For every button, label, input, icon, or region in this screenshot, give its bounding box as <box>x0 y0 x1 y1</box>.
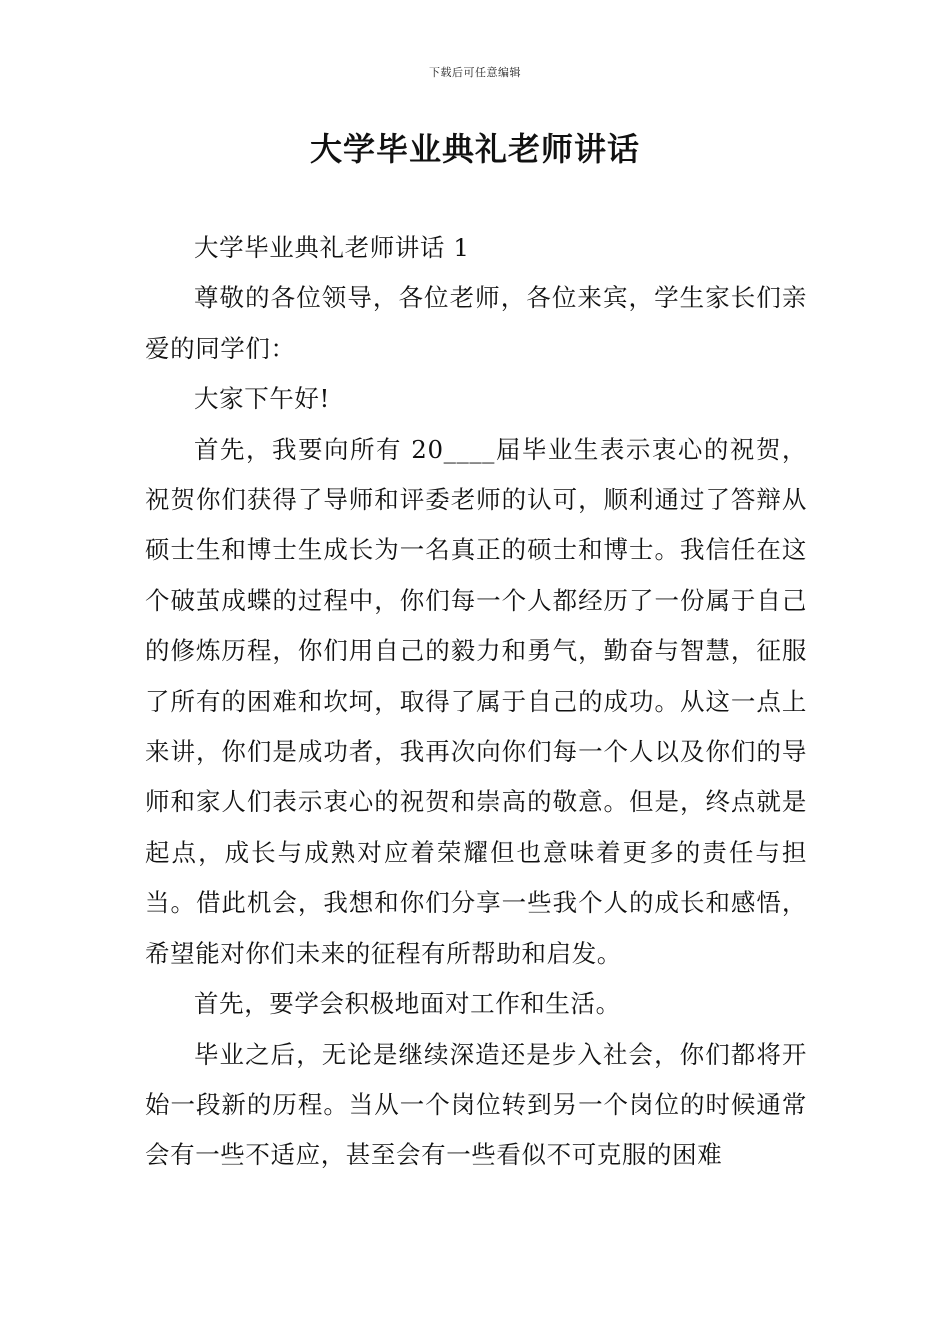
point-heading-paragraph: 首先，要学会积极地面对工作和生活。 <box>194 989 621 1019</box>
header-note: 下载后可任意编辑 <box>429 66 521 79</box>
document-title: 大学毕业典礼老师讲话 <box>309 130 640 168</box>
congratulation-paragraph: 首先，我要向所有 20____届毕业生表示衷心的祝贺，祝贺你们获得了导师和评委老师的认可，顺利通过了答辩从硕士生和博士生成长为一名真正的硕士和博士。我信任在这个破茧成蝶的过程中，你们每一个人都经历了一份属于自己的修炼历程，你们用自己的毅力和勇气，勤奋与智慧，征服了所有的困难和坎坷，取得了属于自己的成功。从这一点上来讲，你们是成功者，我再次向你们每一个人以及你们的导师和家人们表示衷心的祝贺和崇高的敬意。但是，终点就是起点，成长与成熟对应着荣耀但也意味着更多的责任与担当。借此机会，我想和你们分享一些我个人的成长和感悟，希望能对你们未来的征程有所帮助和启发。 <box>145 434 807 968</box>
section-heading: 大学毕业典礼老师讲话 1 <box>194 233 470 262</box>
body-paragraph: 毕业之后，无论是继续深造还是步入社会，你们都将开始一段新的历程。当从一个岗位转到另一个岗位的时候通常会有一些不适应，甚至会有一些看似不可克服的困难 <box>145 1039 807 1170</box>
greeting-paragraph: 大家下午好! <box>194 384 330 414</box>
document-body <box>145 223 807 1181</box>
salutation-paragraph: 尊敬的各位领导，各位老师，各位来宾，学生家长们亲爱的同学们： <box>145 283 807 363</box>
